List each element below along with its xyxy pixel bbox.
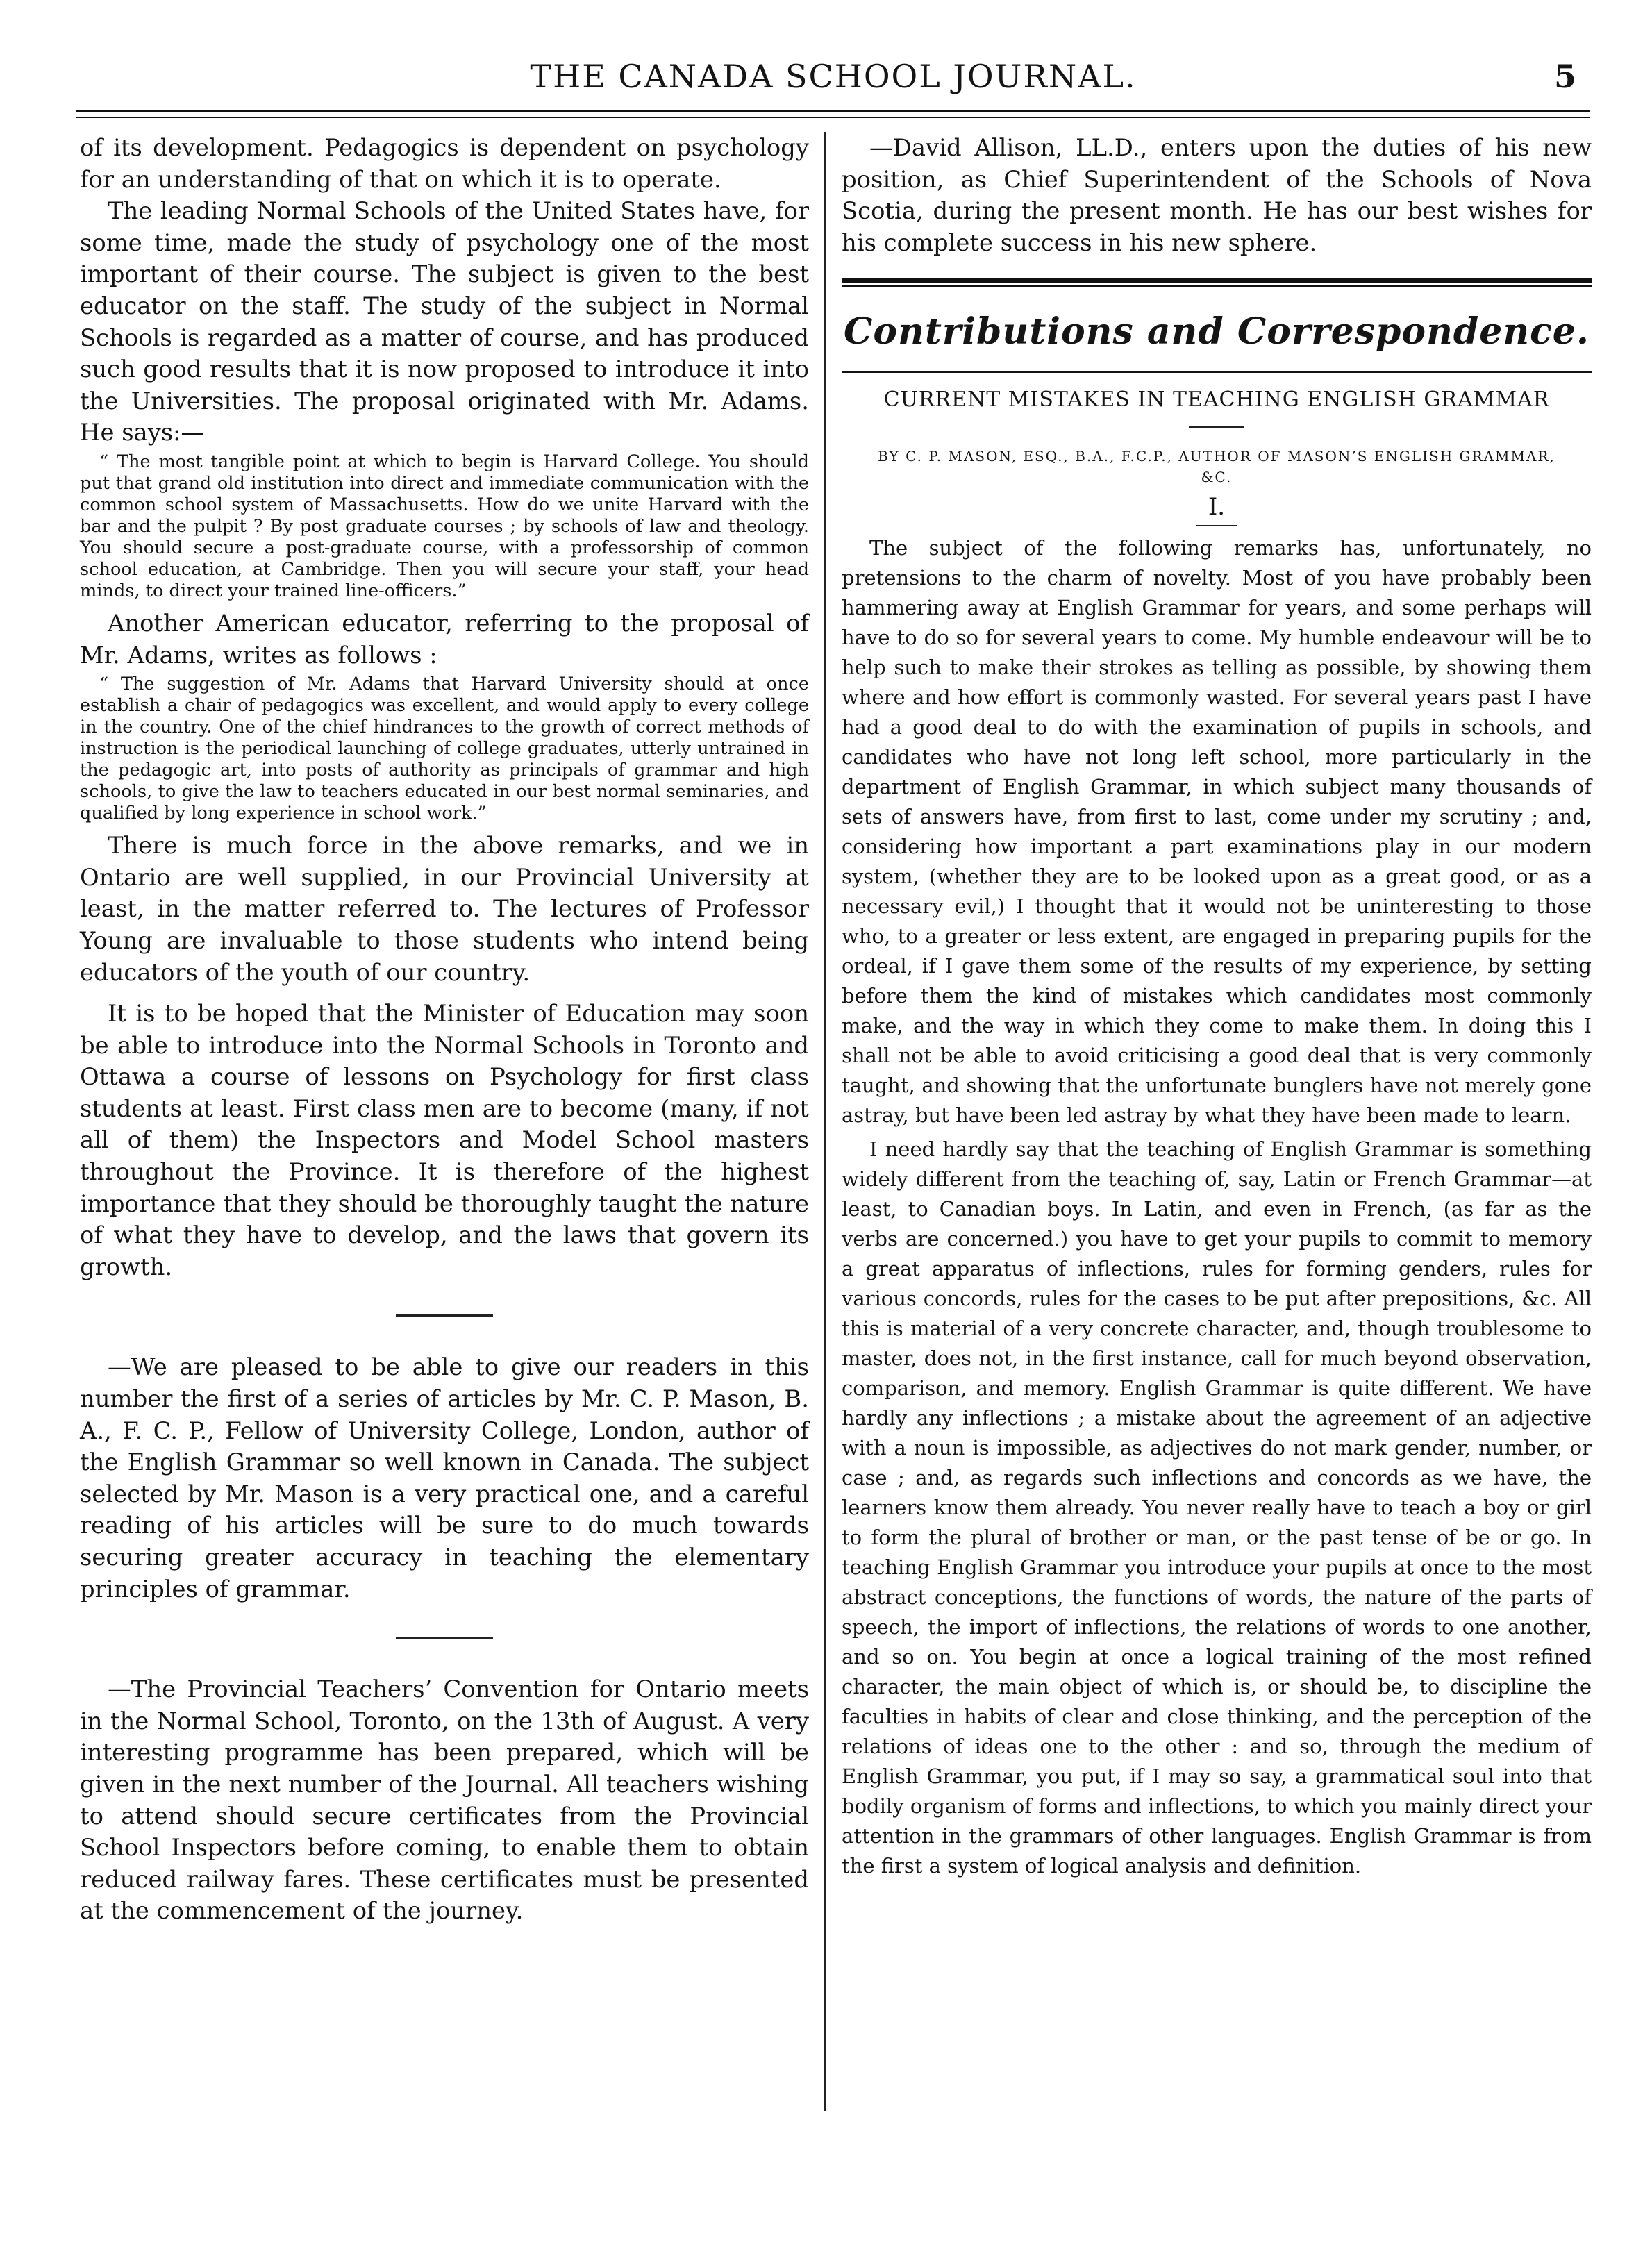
left-paragraph-2: The leading Normal Schools of the United States have, for some time, made the study of psychology one of the most important of their course. The subject is given to the best educator on the staff. The study of the subject in Normal Schools is regarded as a matter of course, and has produced such good results that it is now proposed to introduce it into the Universities. The proposal originated with Mr. Adams. He says:— [80,197,809,446]
article-paragraph-1: The subject of the following remarks has, unfortunately, no pretensions to the charm of novelty. Most of you have probably been hammering away at English Grammar for years, and some perhaps will have to do so for several years to come. My humble endeavour will be to help such to make their strokes as telling as possible, by showing them where and how effort is commonly wasted. For several years past I have had a good deal to do with the examination of pupils in schools, and candidates who have not long left school, more particularly in the department of English Grammar, in which subject many thousands of sets of answers have, from first to last, come under my scrutiny ; and, considering how important a part examinations play in our modern system, (whether they are to be looked upon as a great good, or as a necessary evil,) I thought that it would not be uninteresting to those who, to a greater or less extent, are engaged in preparing pupils for the ordeal, if I gave them some of the results of my experience, by setting before them the kind of mistakes which candidates most commonly make, and the way in which they come to make them. In doing this I shall not be able to avoid criticising a good deal that is very commonly taught, and showing that the unfortunate bunglers have not merely gone astray, but have been led astray by what they have been made to learn. [842,536,1592,1128]
column-divider [824,132,826,2111]
header-rule-thin [76,117,1590,118]
byline: BY C. P. MASON, ESQ., B.A., F.C.P., AUTHOR OF MASON’S ENGLISH GRAMMAR, &C. [878,448,1555,486]
convention-notice: —The Provincial Teachers’ Convention for Ontario meets in the Normal School, Toronto, on the 13th of August. A very interesting programme has been prepared, which will be given in the next number of the Journal. All teachers wishing to attend should secure certificates from the Provincial School Inspectors before coming, to enable them to obtain reduced railway fares. These certificates must be presented at the commencement of the journey. [80,1676,809,1925]
section-rule-thick [842,278,1592,283]
allison-notice: —David Allison, LL.D., enters upon the duties of his new position, as Chief Superintendent of the Schools of Nova Scotia, during the present month. He has our best wishes for his complete success in his new sphere. [842,134,1592,256]
separator-rule [396,1314,493,1317]
separator-rule [396,1637,493,1639]
left-column [80,132,809,1927]
page-number: 5 [1553,58,1576,95]
left-paragraph-5: It is to be hoped that the Minister of Education may soon be able to introduce into the Normal Schools in Toronto and Ottawa a course of lessons on Psychology for first class students at least. First class men are to become (many, if not all of them) the Inspectors and Model School masters throughout the Province. It is therefore of the highest importance that they should be thoroughly taught the nature of what they have to develop, and the laws that govern its growth. [80,1000,809,1280]
section-rule-thin [842,285,1592,287]
numeral-rule [1196,525,1237,526]
masthead [76,56,1590,97]
section-heading: Contributions and Correspondence. [844,310,1590,353]
title-rule [1189,426,1244,428]
mason-notice: —We are pleased to be able to give our readers in this number the first of a series of articles by Mr. C. P. Mason, B. A., F. C. P., Fellow of University College, London, author of the English Grammar so well known in Canada. The subject selected by Mr. Mason is a very practical one, and a careful reading of his articles will be sure to do much towards securing greater accuracy in teaching the elementary principles of grammar. [80,1353,809,1603]
left-paragraph-3: Another American educator, referring to the proposal of Mr. Adams, writes as follows : [80,609,809,669]
article-paragraph-2: I need hardly say that the teaching of English Grammar is something widely different from the teaching of, say, Latin or French Grammar—at least, to Canadian boys. In Latin, and even in French, (as far as the verbs are concerned.) you have to get your pupils to commit to memory a great apparatus of inflections, rules for forming genders, rules for various concords, rules for the cases to be put after prepositions, &c. All this is material of a very concrete character, and, though troublesome to master, does not, in the first instance, call for much beyond observation, comparison, and memory. English Grammar is quite different. We have hardly any inflections ; a mistake about the agreement of an adjective with a noun is impossible, as adjectives do not mark gender, number, or case ; and, as regards such inflections and concords as we have, the learners know them already. You never really have to teach a boy or girl to form the plural of brother or man, or the past tense of be or go. In teaching English Grammar you introduce your pupils at once to the most abstract conceptions, the functions of words, the nature of the parts of speech, the import of inflections, the relations of words to one another, and so on. You begin at once a logical training of the most refined character, the main object of which is, or should be, to discipline the faculties in habits of clear and close thinking, and the perception of the relations of ideas one to the other : and so, through the medium of English Grammar, you put, if I may so say, a grammatical soul into that bodily organism of forms and inflections, to which you mainly direct your attention in the grammars of other languages. English Grammar is from the first a system of logical analysis and definition. [842,1137,1592,1878]
left-paragraph-1: of its development. Pedagogics is dependent on psychology for an understanding of that on which it is to operate. [80,134,809,193]
left-paragraph-4: There is much force in the above remarks, and we in Ontario are well supplied, in our Provincial University at least, in the matter referred to. The lectures of Professor Young are invaluable to those students who intend being educators of the youth of our country. [80,832,809,986]
section-heading-rule [842,371,1592,373]
part-numeral: I. [1208,493,1226,521]
header-rule-thick [76,110,1590,112]
educator-quote: “ The suggestion of Mr. Adams that Harvard University should at once establish a chair of pedagogics was excellent, and would apply to every college in the country. One of the chief hindrances to the growth of correct methods of instruction is the periodical launching of college graduates, utterly untrained in the pedagogic art, into posts of authority as principals of grammar and high schools, to give the law to teachers educated in our best normal seminaries, and qualified by long experience in school work.” [80,674,809,824]
journal-title: THE CANADA SCHOOL JOURNAL. [530,58,1137,95]
article-title: CURRENT MISTAKES IN TEACHING ENGLISH GRAMMAR [883,387,1550,412]
adams-quote: “ The most tangible point at which to begin is Harvard College. You should put that grand old institution into direct and immediate communication with the common school system of Massachusetts. How do we unite Harvard with the bar and the pulpit ? By post graduate courses ; by schools of law and theology. You should secure a post-graduate course, with a professorship of common school education, at Cambridge. Then you will secure your staff, your head minds, to direct your trained line-officers.” [80,451,809,601]
right-column [842,132,1592,1881]
